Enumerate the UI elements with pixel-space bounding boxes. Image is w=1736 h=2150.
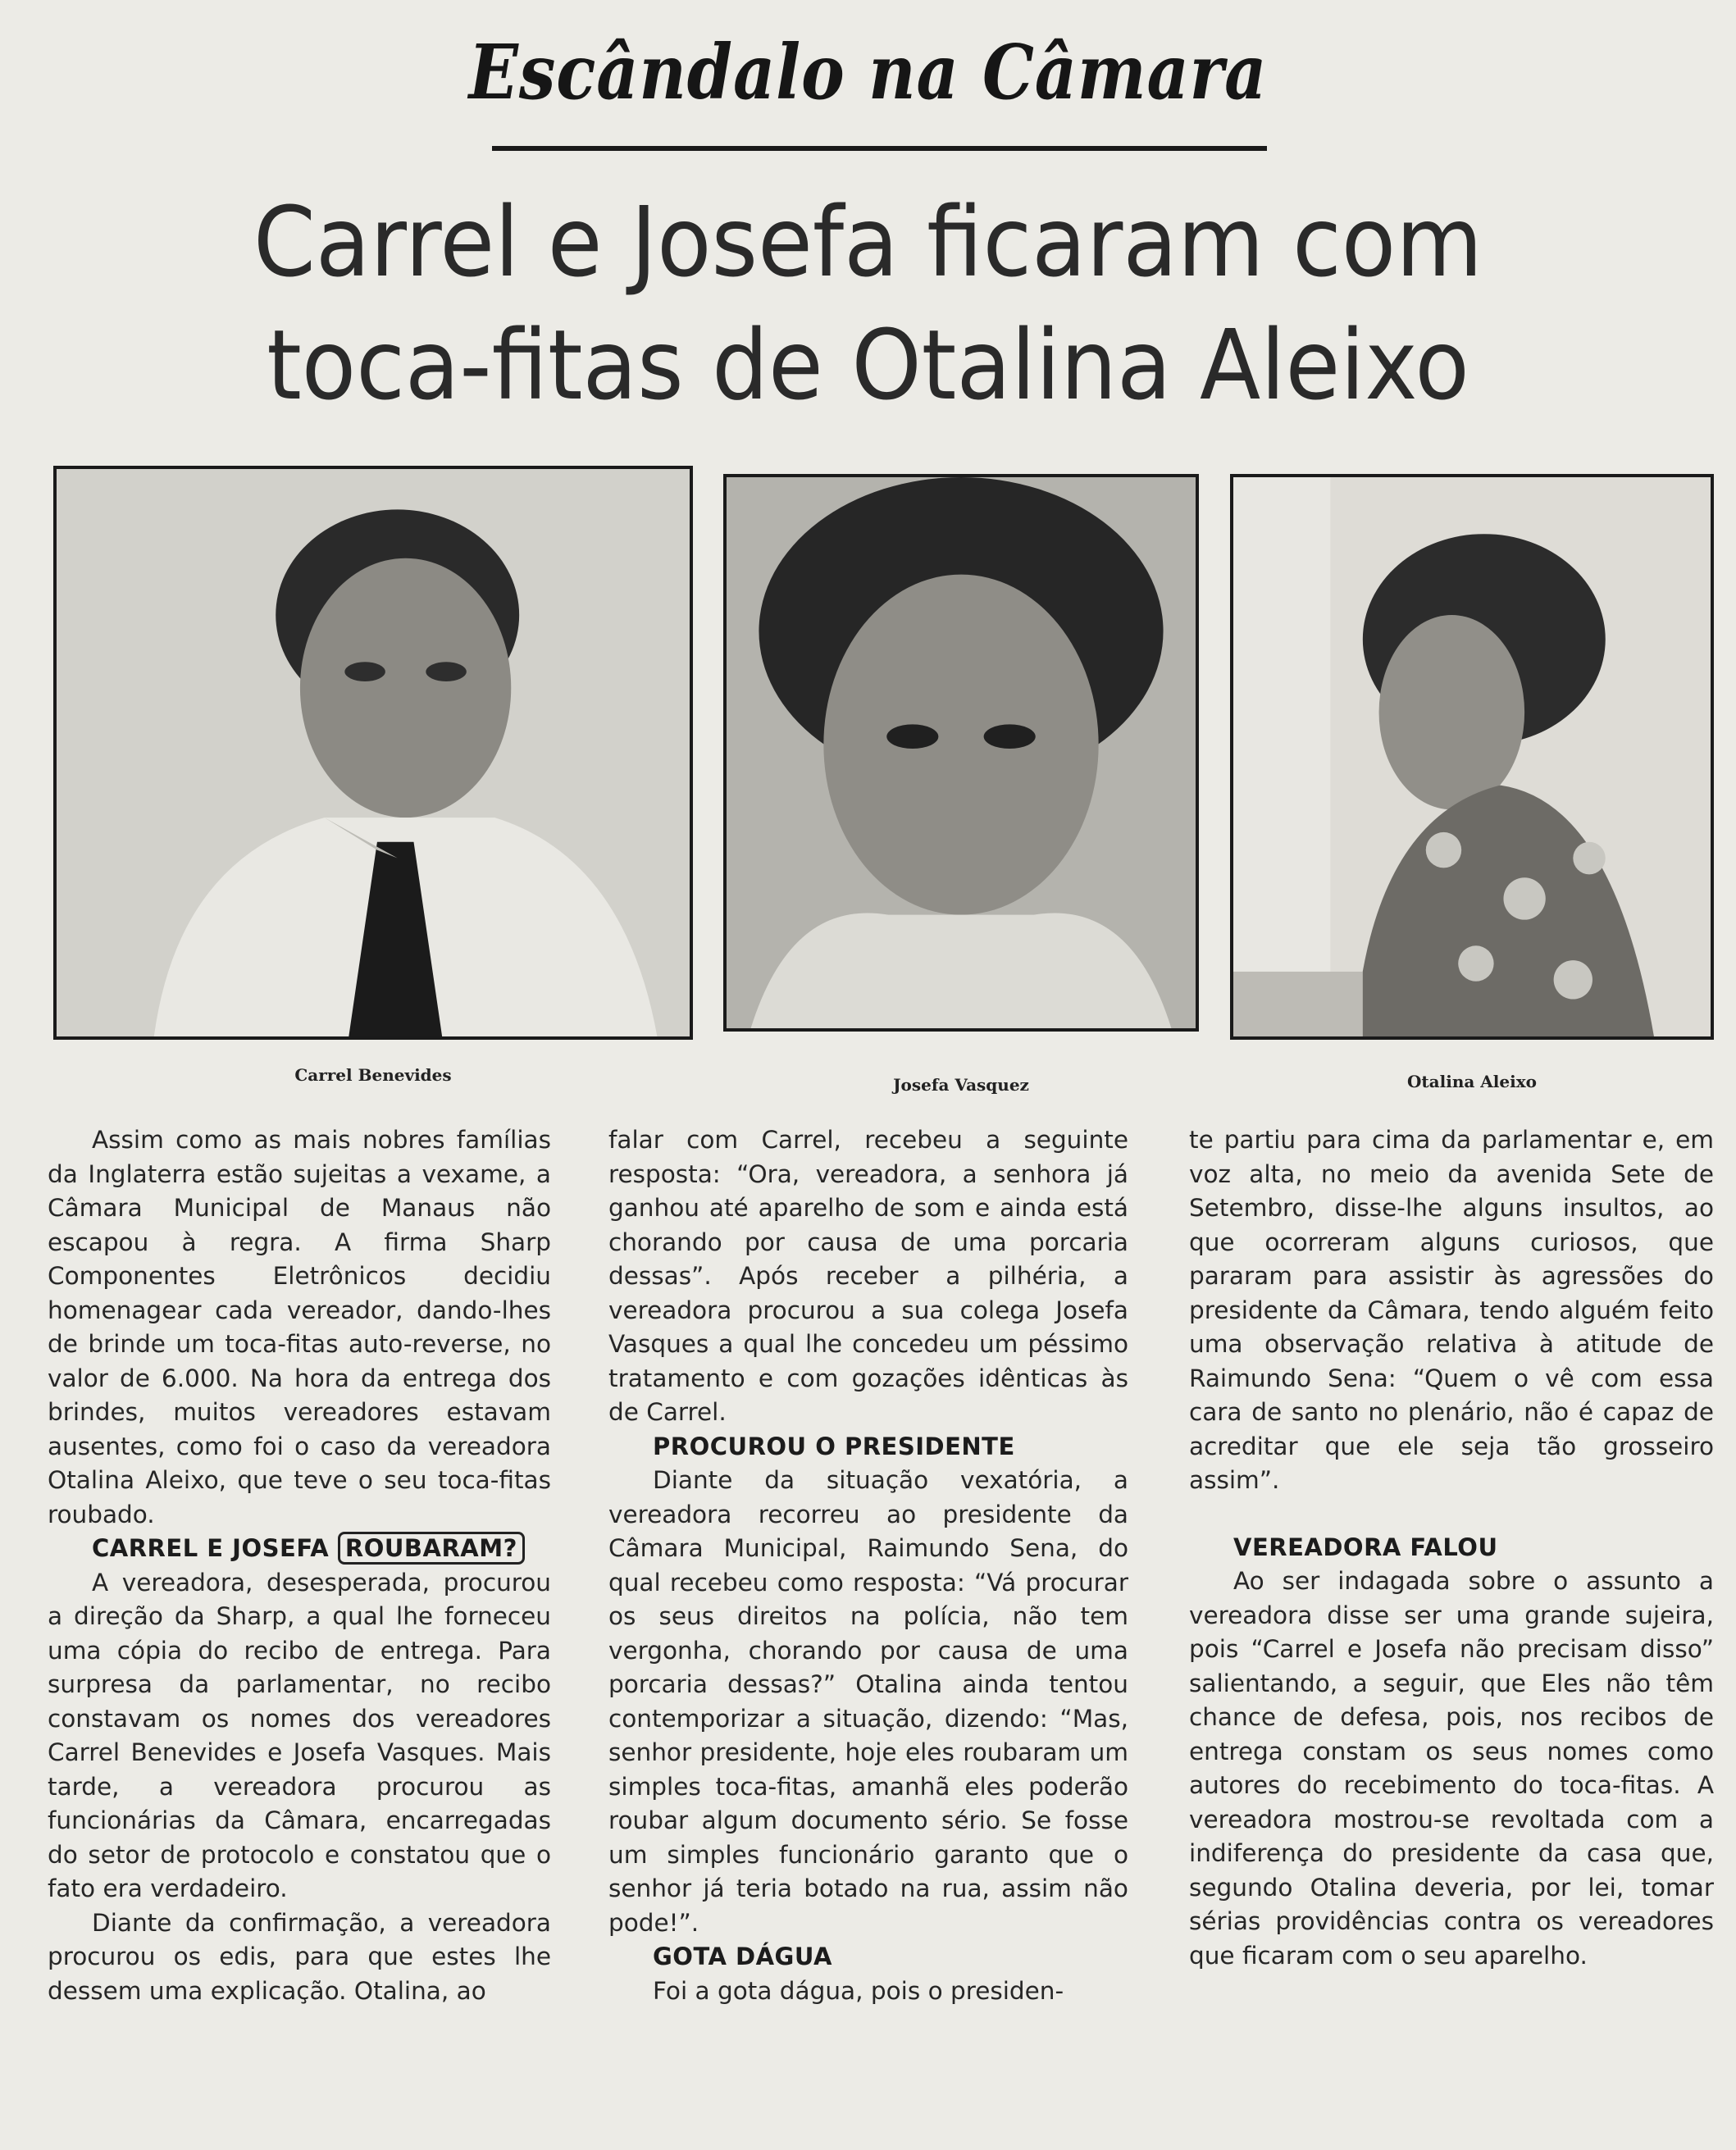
kicker-title: Escândalo na Câmara (468, 28, 1268, 116)
portrait-woman-profile-illustration (1233, 477, 1711, 1036)
paragraph: Diante da confirmação, a vereadora procurou os edis, para que estes lhe dessem uma explicação. Otalina, ao (48, 1908, 551, 2005)
caption-carrel: Carrel Benevides (294, 1065, 452, 1085)
article-column-1 (48, 1123, 551, 2008)
paragraph: Diante da situação vexatória, a vereadora recorreu ao presidente da Câmara Municipal, Raimundo Sena, do qual recebeu como resposta: “Vá procurar os seus direitos na polícia, não tem vergonha, chorando por causa de uma porcaria dessas?” Otalina ainda tentou contemporizar a situação, dizendo: “Mas, senhor presidente, hoje eles roubaram um simples toca-fitas, amanhã eles poderão roubar algum documento sério. Se fosse um simples funcionário garanto que o senhor já teria botado na rua, assim não pode!”. (608, 1466, 1128, 1937)
subheading: PROCUROU O PRESIDENTE (653, 1432, 1015, 1460)
photo-carrel (53, 466, 693, 1040)
headline-line-2: toca-fitas de Otalina Aleixo (267, 308, 1469, 421)
paragraph: te partiu para cima da parlamentar e, em voz alta, no meio da avenida Sete de Setembro, disse-lhe alguns insultos, ao que ocorreram alguns curiosos, que pararam para assistir às agressões do presidente da Câmara, tendo alguém feito uma observação relativa à atitude de Raimundo Sena: “Quem o vê com essa cara de santo no plenário, não é capaz de acreditar que ele seja tão grosseiro assim”. (1189, 1126, 1714, 1494)
photo-otalina (1230, 474, 1714, 1040)
paragraph: Assim como as mais nobres famílias da Inglaterra estão sujeitas a vexame, a Câmara Municipal de Manaus não escapou à regra. A firma Sharp Componentes Eletrônicos decidiu homenagear cada vereador, dando-lhes de brinde um toca-fitas auto-reverse, no valor de 6.000. Na hora da entrega dos brindes, muitos vereadores estavam ausentes, como foi o caso da vereadora Otalina Aleixo, que teve o seu toca-fitas roubado. (48, 1126, 551, 1528)
portrait-woman-illustration (727, 477, 1196, 1028)
kicker-rule (492, 146, 1267, 151)
paragraph: Foi a gota dágua, pois o presiden- (653, 1976, 1064, 2005)
subheading: VEREADORA FALOU (1233, 1533, 1498, 1561)
headline-line-1: Carrel e Josefa ficaram com (253, 185, 1483, 298)
paragraph: A vereadora, desesperada, procurou a direção da Sharp, a qual lhe forneceu uma cópia do recibo de entrega. Para surpresa da parlamentar, no recibo constavam os nomes dos vereadores Carrel Benevides e Josefa Vasques. Mais tarde, a vereadora procurou as funcionárias da Câmara, encarregadas do setor de protocolo e constatou que o fato era verdadeiro. (48, 1568, 551, 1902)
caption-josefa: Josefa Vasquez (893, 1075, 1029, 1095)
headline (99, 180, 1636, 426)
subheading-boxed-text: ROUBARAM? (338, 1532, 525, 1565)
paragraph: Ao ser indagada sobre o assunto a vereadora disse ser uma grande sujeira, pois “Carrel e Josefa não precisam disso” salientando, a seguir, que Eles não têm chance de defesa, pois, nos recibos de entrega constam os seus nomes como autores do recebimento do toca-fitas. A vereadora mostrou-se revoltada com a indiferença do presidente da casa que, segundo Otalina deveria, por lei, tomar sérias providências contra os vereadores que ficaram com o seu aparelho. (1189, 1567, 1714, 1970)
portrait-man-illustration (57, 469, 690, 1036)
subheading-text: CARREL E JOSEFA (92, 1534, 330, 1562)
paragraph: falar com Carrel, recebeu a seguinte resposta: “Ora, vereadora, a senhora já ganhou até aparelho de som e ainda está chorando por causa de uma porcaria dessas”. Após receber a pilhéria, a vereadora procurou a sua colega Josefa Vasques a qual lhe concedeu um péssimo tratamento e com gozações idênticas às de Carrel. (608, 1126, 1128, 1426)
article-column-3 (1189, 1123, 1714, 1973)
article-column-2 (608, 1123, 1128, 2008)
subheading: GOTA DÁGUA (653, 1943, 832, 1970)
caption-otalina: Otalina Aleixo (1407, 1072, 1537, 1091)
photo-josefa (723, 474, 1199, 1032)
subheading (48, 1532, 551, 1566)
